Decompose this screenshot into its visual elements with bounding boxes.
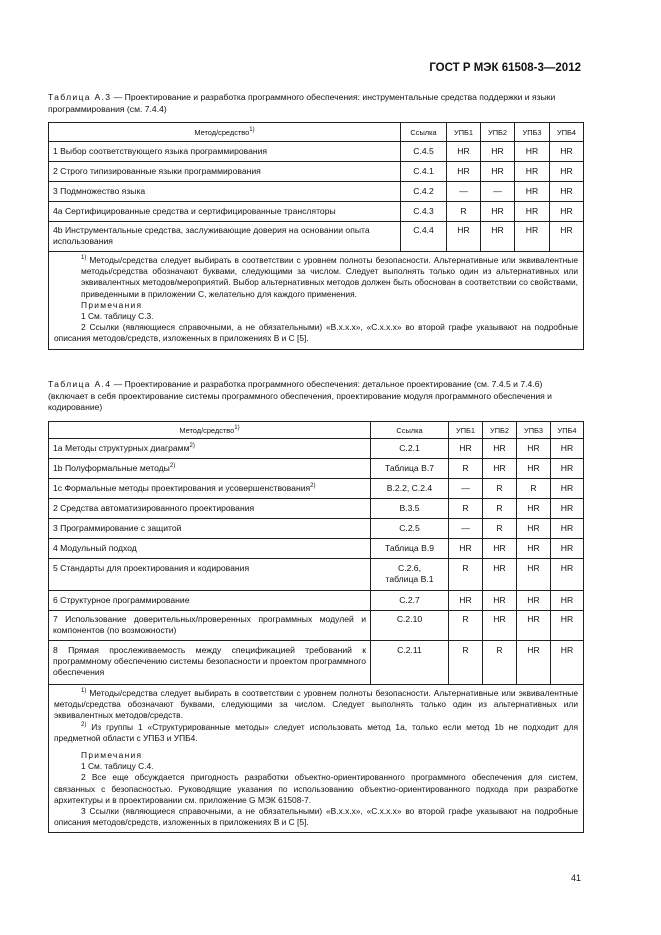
sil-cell: HR	[517, 439, 551, 459]
sil-cell: R	[483, 641, 517, 685]
sil-cell: R	[449, 641, 483, 685]
sil-cell: HR	[551, 499, 584, 519]
table-notes	[49, 252, 584, 350]
table-row	[49, 519, 584, 539]
ref-cell: Таблица В.9	[371, 539, 449, 559]
header-sil1: УПБ1	[447, 123, 481, 142]
method-cell: 1b Полуформальные методы$^{2)}$	[49, 459, 371, 479]
ref-cell: С.2.11	[371, 641, 449, 685]
sil-cell: HR	[551, 591, 584, 611]
sil-cell: HR	[483, 539, 517, 559]
sil-cell: HR	[481, 142, 515, 162]
method-cell: 8 Прямая прослеживаемость между спецификацией требований к программному обеспечению системы безопасности и проектом программного обеспечения	[49, 641, 371, 685]
sil-cell: —	[481, 182, 515, 202]
ref-cell: В.3.5	[371, 499, 449, 519]
sil-cell: —	[449, 519, 483, 539]
table-row	[49, 162, 584, 182]
sil-cell: R	[449, 459, 483, 479]
sil-cell: HR	[483, 559, 517, 591]
ref-cell: С.2.10	[371, 611, 449, 641]
method-cell: 3 Подмножество языка	[49, 182, 401, 202]
sil-cell: HR	[449, 539, 483, 559]
ref-cell: С.2.5	[371, 519, 449, 539]
ref-cell: С.4.2	[401, 182, 447, 202]
sil-cell: HR	[550, 202, 584, 222]
table-row	[49, 182, 584, 202]
table-row	[49, 202, 584, 222]
sil-cell: HR	[551, 439, 584, 459]
table-a3-label: Таблица А.3	[48, 92, 112, 102]
table-row	[49, 459, 584, 479]
header-ref: Ссылка	[371, 422, 449, 439]
ref-cell: В.2.2, С.2.4	[371, 479, 449, 499]
table-row	[49, 142, 584, 162]
table-notes-row	[49, 685, 584, 833]
sil-cell: R	[449, 499, 483, 519]
note-1: 1 См. таблицу С.3.	[81, 311, 154, 322]
sil-cell: HR	[515, 202, 550, 222]
sil-cell: HR	[481, 222, 515, 252]
method-cell: 4 Модульный подход	[49, 539, 371, 559]
sil-cell: R	[449, 611, 483, 641]
header-ref: Ссылка	[401, 123, 447, 142]
sil-cell: HR	[517, 611, 551, 641]
ref-cell: Таблица В.7	[371, 459, 449, 479]
footnote-1: $^{1)}$ Методы/средства следует выбирать в соответствии с уровнем полноты безопасности. Альтернативные или эквивалентные методы/средства обозначают буквами, следующими за числом. Следует выполнять только один из альтернативных или эквивалентных методов/средств.	[54, 688, 578, 721]
sil-cell: R	[483, 519, 517, 539]
note-2: 2 Ссылки (являющиеся справочными, а не обязательными) «В.х.х.х», «С.х.х.х» во второй графе указывают на подробные описания методов/средств, изложенных в приложениях В и С [5].	[54, 322, 578, 344]
sil-cell: HR	[551, 459, 584, 479]
header-sil1: УПБ1	[449, 422, 483, 439]
table-row	[49, 559, 584, 591]
header-method: Метод/средство$^{1)}$	[49, 123, 401, 142]
method-cell: 4b Инструментальные средства, заслуживающие доверия на основании опыта использования	[49, 222, 401, 252]
note-2: 2 Все еще обсуждается пригодность разработки объектно-ориентированного программного обеспечения для систем, связанных с безопасностью. Руководящие указания по использованию объектно-ориентированного подхода при разработке архитектуры и в проектировании см. приложение G МЭК 61508-7.	[54, 772, 578, 805]
table-a3-caption-text: — Проектирование и разработка программного обеспечения: инструментальные средства поддержки и языки программирования (см. 7.4.4)	[48, 92, 556, 114]
sil-cell: HR	[447, 162, 481, 182]
sil-cell: HR	[481, 162, 515, 182]
sil-cell: HR	[517, 559, 551, 591]
table-notes	[49, 685, 584, 833]
header-sil3: УПБ3	[515, 123, 550, 142]
table-a4-caption-text: — Проектирование и разработка программного обеспечения: детальное проектирование (см. 7.4.5 и 7.4.6) (включает в себя проектирование системы программного обеспечения, проектирование модуля программного обеспечения и кодирование)	[48, 379, 552, 412]
table-row	[49, 479, 584, 499]
sil-cell: —	[449, 479, 483, 499]
sil-cell: HR	[550, 222, 584, 252]
table-row	[49, 222, 584, 252]
sil-cell: HR	[517, 591, 551, 611]
table-row	[49, 439, 584, 459]
sil-cell: HR	[515, 222, 550, 252]
table-row	[49, 539, 584, 559]
sil-cell: R	[447, 202, 481, 222]
method-cell: 2 Средства автоматизированного проектирования	[49, 499, 371, 519]
notes-title: Примечания	[81, 750, 143, 761]
ref-cell: С.2.7	[371, 591, 449, 611]
header-sil4: УПБ4	[551, 422, 584, 439]
sil-cell: HR	[551, 539, 584, 559]
sil-cell: HR	[483, 459, 517, 479]
table-header-row	[49, 422, 584, 439]
ref-cell: С.4.3	[401, 202, 447, 222]
method-cell: 5 Стандарты для проектирования и кодирования	[49, 559, 371, 591]
method-cell: 4a Сертифицированные средства и сертифицированные трансляторы	[49, 202, 401, 222]
table-header-row	[49, 123, 584, 142]
sil-cell: R	[483, 499, 517, 519]
page-number: 41	[570, 873, 581, 883]
sil-cell: —	[447, 182, 481, 202]
header-method: Метод/средство$^{1)}$	[49, 422, 371, 439]
sil-cell: HR	[483, 591, 517, 611]
table-a4-label: Таблица А.4	[48, 379, 112, 389]
table-row	[49, 499, 584, 519]
sil-cell: HR	[483, 611, 517, 641]
method-cell: 1 Выбор соответствующего языка программирования	[49, 142, 401, 162]
note-1: 1 См. таблицу С.4.	[81, 761, 154, 772]
sil-cell: HR	[551, 559, 584, 591]
method-cell: 2 Строго типизированные языки программирования	[49, 162, 401, 182]
table-notes-row	[49, 252, 584, 350]
ref-cell: С.2.6, таблица В.1	[371, 559, 449, 591]
table-a4	[48, 421, 584, 833]
notes-title: Примечания	[81, 299, 143, 310]
header-sil2: УПБ2	[483, 422, 517, 439]
sil-cell: HR	[515, 162, 550, 182]
method-cell: 1a Методы структурных диаграмм$^{2)}$	[49, 439, 371, 459]
table-a3-caption	[48, 92, 581, 115]
sil-cell: HR	[551, 611, 584, 641]
sil-cell: HR	[447, 142, 481, 162]
table-a4-caption	[48, 379, 581, 414]
table-row	[49, 611, 584, 641]
sil-cell: HR	[517, 539, 551, 559]
sil-cell: R	[449, 559, 483, 591]
header-sil3: УПБ3	[517, 422, 551, 439]
sil-cell: HR	[515, 142, 550, 162]
method-cell: 3 Программирование с защитой	[49, 519, 371, 539]
method-cell: 6 Структурное программирование	[49, 591, 371, 611]
sil-cell: HR	[517, 459, 551, 479]
sil-cell: HR	[517, 499, 551, 519]
header-sil2: УПБ2	[481, 123, 515, 142]
footnote-2: $^{2)}$ Из группы 1 «Структурированные методы» следует использовать метод 1a, только если метод 1b не подходит для предметной области с УПБ3 и УПБ4.	[54, 721, 578, 743]
method-cell: 7 Использование доверительных/проверенных программных модулей и компонентов (по возможности)	[49, 611, 371, 641]
sil-cell: HR	[550, 162, 584, 182]
ref-cell: С.4.1	[401, 162, 447, 182]
sil-cell: HR	[515, 182, 550, 202]
header-sil4: УПБ4	[550, 123, 584, 142]
method-cell: 1c Формальные методы проектирования и усовершенствования$^{2)}$	[49, 479, 371, 499]
sil-cell: HR	[551, 641, 584, 685]
table-a3	[48, 122, 584, 350]
sil-cell: HR	[481, 202, 515, 222]
ref-cell: С.2.1	[371, 439, 449, 459]
sil-cell: R	[517, 479, 551, 499]
table-row	[49, 591, 584, 611]
ref-cell: С.4.5	[401, 142, 447, 162]
ref-cell: С.4.4	[401, 222, 447, 252]
sil-cell: R	[483, 479, 517, 499]
footnote-1: $^{1)}$ Методы/средства следует выбирать в соответствии с уровнем полноты безопасности. Альтернативные или эквивалентные методы/средства обозначают буквами, следующими за числом. Следует выполнять только один из альтернативных или эквивалентных методов/мероприятий. Выбор альтернативных методов должен быть обоснован в соответствии со свойствами, приведенными в приложении С, желательно для каждого применения.	[81, 255, 578, 299]
sil-cell: HR	[550, 182, 584, 202]
table-row	[49, 641, 584, 685]
sil-cell: HR	[449, 439, 483, 459]
sil-cell: HR	[517, 641, 551, 685]
sil-cell: HR	[517, 519, 551, 539]
sil-cell: HR	[550, 142, 584, 162]
sil-cell: HR	[483, 439, 517, 459]
sil-cell: HR	[447, 222, 481, 252]
sil-cell: HR	[551, 479, 584, 499]
sil-cell: HR	[449, 591, 483, 611]
note-3: 3 Ссылки (являющиеся справочными, а не обязательными) «В.х.х.х», «С.х.х.х» во второй графе указывают на подробные описания методов/средств, изложенных в приложениях В и С [5].	[54, 806, 578, 828]
document-header: ГОСТ Р МЭК 61508-3—2012	[429, 62, 581, 74]
sil-cell: HR	[551, 519, 584, 539]
